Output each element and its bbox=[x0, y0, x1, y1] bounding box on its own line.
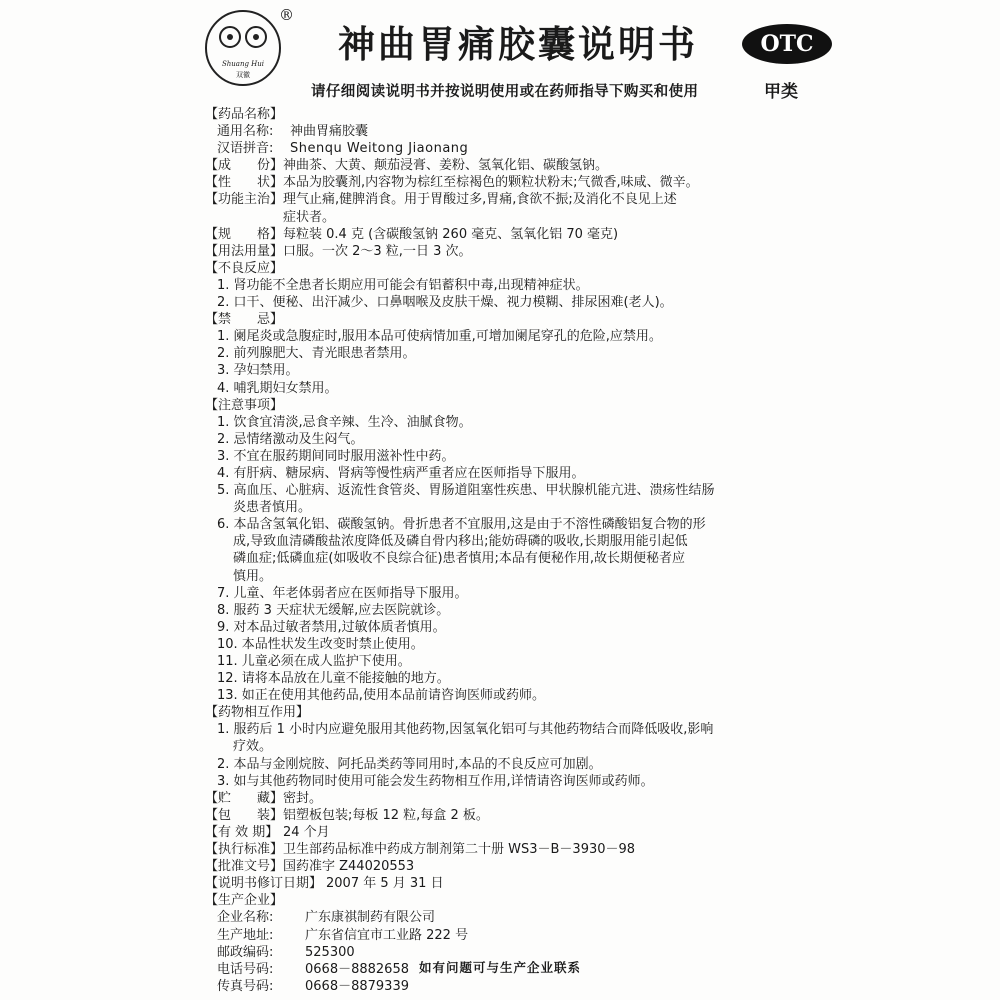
list-item: 4. 哺乳期妇女禁用。 bbox=[217, 380, 338, 396]
list-item: 1. 饮食宜清淡,忌食辛辣、生冷、油腻食物。 bbox=[217, 414, 472, 430]
list-item: 2. 口干、便秘、出汗减少、口鼻咽喉及皮肤干燥、视力模糊、排尿困难(老人)。 bbox=[217, 295, 673, 311]
section-heading: 【贮 藏】 bbox=[205, 790, 284, 806]
section-heading: 【性 状】 bbox=[205, 175, 284, 191]
section-dosage bbox=[205, 243, 845, 260]
list-item: 3. 不宜在服药期间同时服用滋补性中药。 bbox=[217, 448, 455, 464]
field-label: 生产地址: bbox=[217, 927, 274, 943]
field-value: 每粒装 0.4 克 (含碳酸氢钠 260 毫克、氢氧化铝 70 毫克) bbox=[283, 226, 619, 242]
field-value: 铝塑板包装;每板 12 粒,每盒 2 板。 bbox=[283, 807, 489, 823]
field-value: 2007 年 5 月 31 日 bbox=[326, 876, 444, 892]
section-package bbox=[205, 807, 845, 824]
list-item: 9. 对本品过敏者禁用,过敏体质者慎用。 bbox=[217, 619, 446, 635]
twin-flower-logo-icon bbox=[205, 10, 281, 86]
list-item: 11. 儿童必须在成人监护下使用。 bbox=[217, 654, 411, 669]
section-standard bbox=[205, 841, 845, 858]
section-notes: 【注意事项】 bbox=[205, 397, 284, 413]
section-heading: 【有 效 期】 bbox=[205, 824, 279, 840]
section-heading: 【包 装】 bbox=[205, 807, 284, 823]
field-value: 神曲茶、大黄、颠茄浸膏、姜粉、氢氧化铝、碳酸氢钠。 bbox=[283, 158, 609, 174]
otc-badge: OTC bbox=[742, 24, 832, 64]
list-item: 1. 服药后 1 小时内应避免服用其他药物,因氢氧化铝可与其他药物结合而降低吸收,影响 bbox=[217, 722, 714, 738]
section-heading: 【说明书修订日期】 bbox=[205, 876, 323, 892]
section-revision bbox=[205, 875, 845, 892]
field-value: 广东康祺制药有限公司 bbox=[305, 910, 436, 926]
list-item: 4. 有肝病、糖尿病、肾病等慢性病严重者应在医师指导下服用。 bbox=[217, 465, 585, 481]
field-value: 理气止痛,健脾消食。用于胃酸过多,胃痛,食欲不振;及消化不良见上述 bbox=[283, 192, 677, 208]
field-value: 密封。 bbox=[283, 790, 323, 806]
section-heading: 【批准文号】 bbox=[205, 859, 284, 875]
field-value: 神曲胃痛胶囊 bbox=[290, 124, 369, 140]
field-label: 传真号码: bbox=[217, 978, 274, 994]
list-item: 5. 高血压、心脏病、返流性食管炎、胃肠道阻塞性疾患、甲状腺机能亢进、溃疡性结肠 bbox=[217, 483, 715, 499]
logo-brand-cn: 双徽 bbox=[236, 71, 250, 79]
section-heading: 【执行标准】 bbox=[205, 842, 284, 858]
registered-mark: ® bbox=[279, 6, 294, 24]
list-item: 2. 本品与金刚烷胺、阿托品类药等同用时,本品的不良反应可加剧。 bbox=[217, 756, 602, 772]
section-heading: 【药品名称】 bbox=[205, 107, 284, 122]
field-value: 广东省信宜市工业路 222 号 bbox=[305, 927, 469, 943]
field-label: 企业名称: bbox=[217, 910, 274, 926]
page-title: 神曲胃痛胶囊说明书 bbox=[338, 22, 698, 66]
list-item: 2. 前列腺肥大、青光眼患者禁用。 bbox=[217, 346, 416, 362]
field-value: 0668－8882658 bbox=[305, 961, 409, 977]
flowers-icon bbox=[217, 26, 269, 56]
usage-warning: 请仔细阅读说明书并按说明使用或在药师指导下购买和使用 bbox=[311, 84, 699, 100]
section-function-cont: 症状者。 bbox=[283, 209, 336, 225]
section-drug-name bbox=[205, 106, 845, 123]
section-storage bbox=[205, 790, 845, 807]
section-properties bbox=[205, 174, 845, 191]
footer-contact-note: 如有问题可与生产企业联系 bbox=[418, 960, 581, 975]
list-item-cont: 慎用。 bbox=[233, 568, 273, 584]
field-label: 邮政编码: bbox=[217, 944, 274, 960]
section-spec bbox=[205, 226, 845, 243]
section-function bbox=[205, 191, 845, 208]
list-item: 7. 儿童、年老体弱者应在医师指导下服用。 bbox=[217, 585, 468, 601]
field-address bbox=[205, 927, 845, 944]
list-item: 2. 忌情绪激动及生闷气。 bbox=[217, 431, 364, 447]
list-item-cont: 成,导致血清磷酸盐浓度降低及磷自骨内移出;能妨碍磷的吸收,长期服用能引起低 bbox=[233, 534, 688, 550]
category-label: 甲类 bbox=[764, 82, 798, 102]
list-item: 1. 阑尾炎或急腹症时,服用本品可使病情加重,可增加阑尾穿孔的危险,应禁用。 bbox=[217, 329, 662, 345]
section-ingredients bbox=[205, 157, 845, 174]
field-value: Shenqu Weitong Jiaonang bbox=[290, 141, 469, 157]
list-item: 3. 如与其他药物同时使用可能会发生药物相互作用,详情请咨询医师或药师。 bbox=[217, 773, 654, 789]
field-label: 通用名称: bbox=[217, 124, 274, 140]
list-item: 1. 肾功能不全患者长期应用可能会有铝蓄积中毒,出现精神症状。 bbox=[217, 277, 589, 293]
field-label: 汉语拼音: bbox=[217, 141, 274, 157]
section-approval bbox=[205, 858, 845, 875]
list-item: 10. 本品性状发生改变时禁止使用。 bbox=[217, 636, 424, 652]
list-item: 8. 服药 3 天症状无缓解,应去医院就诊。 bbox=[217, 602, 450, 618]
section-contraindications: 【禁 忌】 bbox=[205, 312, 284, 328]
field-value: 本品为胶囊剂,内容物为棕红至棕褐色的颗粒状粉末;气微香,味咸、微辛。 bbox=[283, 175, 699, 191]
field-value: 卫生部药品标准中药成方制剂第二十册 WS3－B－3930－98 bbox=[283, 842, 636, 858]
field-company bbox=[205, 909, 845, 926]
section-heading: 【规 格】 bbox=[205, 226, 284, 242]
section-adverse: 【不良反应】 bbox=[205, 260, 284, 276]
field-common-name bbox=[205, 123, 845, 140]
list-item: 3. 孕妇禁用。 bbox=[217, 363, 299, 379]
list-item-cont: 疗效。 bbox=[233, 739, 273, 755]
field-label: 电话号码: bbox=[217, 961, 274, 977]
list-item: 6. 本品含氢氧化铝、碳酸氢钠。骨折患者不宜服用,这是由于不溶性磷酸铝复合物的形 bbox=[217, 517, 706, 533]
list-item-cont: 磷血症;低磷血症(如吸收不良综合征)患者慎用;本品有便秘作用,故长期便秘者应 bbox=[233, 551, 686, 567]
field-value: 国药准字 Z44020553 bbox=[283, 859, 415, 875]
section-heading: 【功能主治】 bbox=[205, 192, 284, 208]
field-fax bbox=[205, 978, 845, 995]
flower-left-icon bbox=[219, 26, 241, 48]
field-value: 0668－8879339 bbox=[305, 978, 409, 994]
section-manufacturer: 【生产企业】 bbox=[205, 893, 284, 909]
section-interactions: 【药物相互作用】 bbox=[205, 705, 310, 721]
flower-right-icon bbox=[245, 26, 267, 48]
field-value: 口服。一次 2～3 粒,一日 3 次。 bbox=[283, 243, 472, 259]
logo-brand-latin: Shuang Hui bbox=[221, 60, 265, 68]
field-pinyin bbox=[205, 140, 845, 157]
section-validity bbox=[205, 824, 845, 841]
field-value: 525300 bbox=[305, 944, 355, 960]
section-heading: 【成 份】 bbox=[205, 158, 284, 174]
leaflet-body bbox=[205, 106, 845, 995]
field-value: 24 个月 bbox=[283, 824, 330, 840]
section-heading: 【用法用量】 bbox=[205, 243, 284, 259]
list-item: 12. 请将本品放在儿童不能接触的地方。 bbox=[217, 671, 450, 687]
list-item: 13. 如正在使用其他药品,使用本品前请咨询医师或药师。 bbox=[217, 688, 545, 704]
list-item-cont: 炎患者慎用。 bbox=[233, 500, 312, 516]
